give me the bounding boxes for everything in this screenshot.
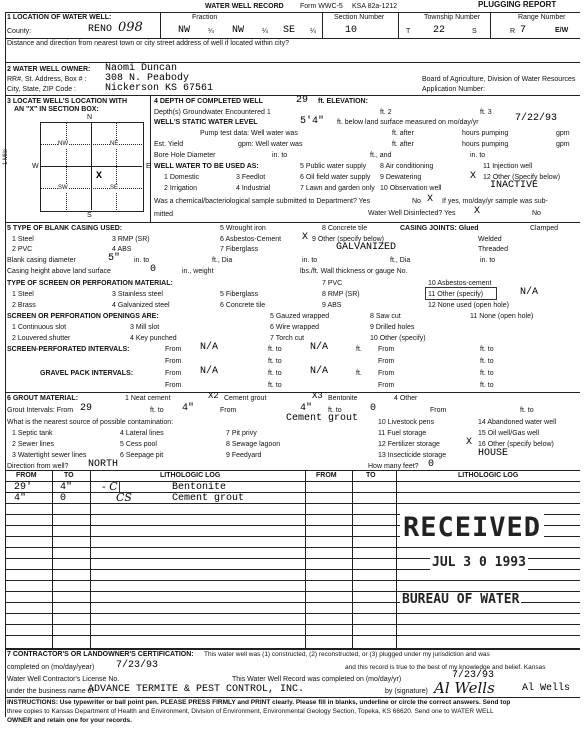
log-from: 4": [14, 493, 27, 504]
grout-to-2: ft. to: [328, 407, 342, 414]
grout-from-1: 29: [80, 403, 93, 414]
distance-question: Distance and direction from nearest town or city street address of well if located within city?: [7, 40, 290, 47]
contam-feedyard[interactable]: 9 Feedyard: [226, 452, 262, 459]
east-label: E: [146, 163, 151, 170]
hours-pumping-2: hours pumping: [462, 141, 509, 148]
log-header-from: FROM: [16, 472, 37, 479]
license-label: Water Well Contractor's License No.: [7, 676, 120, 683]
range-ew: E/W: [555, 27, 569, 34]
casing-in-to: in. to: [134, 257, 150, 264]
grout-from-value-2: 4": [300, 403, 313, 414]
direction-label: Direction from well?: [7, 463, 69, 470]
contam-lagoon[interactable]: 8 Sewage lagoon: [226, 441, 281, 448]
use-lawn-garden[interactable]: 7 Lawn and garden only: [300, 185, 375, 192]
how-many-feet-value: 0: [428, 459, 435, 470]
gpi-value-1: N/A: [200, 366, 219, 377]
business-name: ADVANCE TERMITE & PEST CONTROL, INC.: [88, 684, 305, 695]
quadrant-sw: SW: [58, 185, 68, 191]
yield-gpm: gpm: Well water was: [238, 141, 303, 148]
static-level-label: WELL'S STATIC WATER LEVEL: [154, 119, 258, 126]
plugging-report-label: PLUGGING REPORT: [478, 0, 557, 9]
quarter-mark: ¼: [310, 28, 316, 35]
chem-sample-no-x: X: [427, 194, 434, 205]
casing-rmp[interactable]: 3 RMP (SR): [112, 236, 150, 243]
fraction-label: Fraction: [192, 14, 218, 21]
after-1: ft. after: [392, 130, 414, 137]
grout-other-value: Cement grout: [286, 413, 359, 424]
contam-fuel[interactable]: 11 Fuel storage: [378, 430, 427, 437]
section-4-label: 4 DEPTH OF COMPLETED WELL: [154, 98, 263, 105]
bore-diameter-label: Bore Hole Diameter: [154, 152, 216, 159]
spi-to-1: ft. to: [268, 346, 282, 353]
use-public-supply[interactable]: 5 Public water supply: [300, 163, 367, 170]
log-header-from-2: FROM: [316, 472, 337, 479]
completed-on-value: 7/23/93: [116, 660, 159, 671]
pump-test-label: Pump test data: Well water was: [200, 130, 298, 137]
screen-material-label: TYPE OF SCREEN OR PERFORATION MATERIAL:: [7, 280, 173, 287]
owner-name: Naomi Duncan: [105, 63, 178, 74]
hours-pumping-1: hours pumping: [462, 130, 509, 137]
contam-lateral[interactable]: 4 Lateral lines: [120, 430, 164, 437]
static-level-tail: ft. below land surface measured on mo/day/yr: [337, 119, 479, 126]
contamination-label: What is the nearest source of possible contamination:: [7, 419, 174, 426]
use-irrigation[interactable]: 2 Irrigation: [164, 185, 198, 192]
section-1-label: 1 LOCATION OF WATER WELL:: [7, 14, 112, 21]
use-dewatering[interactable]: 9 Dewatering: [380, 174, 422, 181]
section-2-label: 2 WATER WELL OWNER:: [7, 66, 91, 73]
opening-wire[interactable]: 6 Wire wrapped: [270, 324, 320, 331]
contam-livestock[interactable]: 10 Livestock pens: [378, 419, 435, 426]
grout-from-3: From: [430, 407, 447, 414]
screen-steel[interactable]: 1 Steel: [12, 291, 34, 298]
screen-concrete[interactable]: 6 Concrete tile: [220, 302, 266, 309]
range-number: 7: [520, 25, 527, 36]
screen-galvanized[interactable]: 4 Galvanized steel: [112, 302, 170, 309]
gpi-from-3: From: [165, 382, 182, 389]
casing-height-value: 0: [150, 264, 157, 275]
opening-saw-cut[interactable]: 8 Saw cut: [370, 313, 401, 320]
use-air-conditioning[interactable]: 8 Air conditioning: [380, 163, 434, 170]
chem-sample-no[interactable]: No: [412, 198, 421, 205]
spi-from-2: From: [378, 346, 395, 353]
openings-label: SCREEN OR PERFORATION OPENINGS ARE:: [7, 313, 159, 320]
signature: Al Wells: [434, 679, 495, 697]
township-suffix: S: [472, 28, 477, 35]
board-of-agriculture: Board of Agriculture, Division of Water Resources: [422, 76, 576, 83]
use-observation[interactable]: 10 Observation well: [380, 185, 442, 192]
grout-neat-cement[interactable]: 1 Neat cement: [125, 395, 171, 402]
log-description: Cement grout: [172, 493, 245, 504]
screen-pvc[interactable]: 7 PVC: [322, 280, 343, 287]
section-5-label: 5 TYPE OF BLANK CASING USED:: [7, 225, 123, 232]
log-from: 29': [14, 482, 33, 493]
west-label: W: [32, 163, 39, 170]
log-header-title: LITHOLOGIC LOG: [160, 472, 221, 479]
section-6-label: 6 GROUT MATERIAL:: [7, 395, 79, 402]
disinfected-no[interactable]: No: [532, 210, 541, 217]
log-header-title-2: LITHOLOGIC LOG: [458, 472, 519, 479]
casing-other[interactable]: 9 Other (specify below): [312, 236, 384, 243]
city-label: City, State, ZIP Code :: [7, 86, 76, 93]
log-mark: - C|: [102, 480, 122, 493]
yield-label: Est. Yield: [154, 141, 184, 148]
gpi-from-2: From: [378, 370, 395, 377]
bore-in-to-2: in. to: [470, 152, 486, 159]
use-oil-field[interactable]: 6 Oil field water supply: [300, 174, 371, 181]
elevation-label: ft. ELEVATION:: [318, 98, 368, 105]
instructions-line-2: three copies to Kansas Department of Health and Environment, Division of Environment, Environmental Geology Section, Topeka, KS 66620. Send one to WATER WELL: [7, 708, 494, 715]
casing-concrete-tile[interactable]: 8 Concrete tile: [322, 225, 368, 232]
opening-continuous[interactable]: 1 Continuous slot: [12, 324, 67, 331]
opening-mill[interactable]: 3 Mill slot: [130, 324, 160, 331]
screen-fiberglass[interactable]: 5 Fiberglass: [220, 291, 259, 298]
use-other-value: INACTIVE: [490, 180, 539, 191]
township-label: Township Number: [424, 14, 481, 21]
section-box: [40, 122, 144, 212]
business-name-label: under the business name of: [7, 688, 94, 695]
contam-fertilizer[interactable]: 12 Fertilizer storage: [378, 441, 440, 448]
casing-ft-dia: ft., Dia: [212, 257, 233, 264]
log-mark: CS: [116, 491, 132, 504]
range-label: Range Number: [518, 14, 566, 21]
south-label: S: [87, 212, 92, 219]
casing-joints-welded[interactable]: Welded: [478, 236, 502, 243]
quadrant-nw: NW: [58, 141, 68, 147]
how-many-feet-label: How many feet?: [368, 463, 419, 470]
gpm-2: gpm: [556, 141, 570, 148]
section-3-label: 3 LOCATE WELL'S LOCATION WITH: [7, 98, 128, 105]
section-3-label-2: AN "X" IN SECTION BOX:: [14, 106, 99, 113]
casing-fiberglass[interactable]: 7 Fiberglass: [220, 246, 259, 253]
grout-intervals-label: Grout Intervals: From: [7, 407, 74, 414]
gpi-to-2: ft. to: [480, 370, 494, 377]
township-prefix: T: [406, 28, 411, 35]
chem-sample-tail: If yes, mo/day/yr sample was sub-: [442, 198, 548, 205]
completed-on-label: completed on (mo/day/year): [7, 664, 95, 671]
casing-other-x: X: [302, 232, 309, 243]
fraction-2: NW: [232, 25, 245, 36]
contam-abandoned-well[interactable]: 14 Abandoned water well: [478, 419, 557, 426]
screen-other[interactable]: 11 Other (specify): [428, 291, 484, 298]
ksa-ref: KSA 82a-1212: [352, 3, 398, 10]
contam-insecticide[interactable]: 13 Insecticide storage: [378, 452, 447, 459]
casing-pvc[interactable]: 2 PVC: [12, 246, 33, 253]
casing-abs[interactable]: 4 ABS: [112, 246, 132, 253]
record-completed-label: This Water Well Record was completed on (mo/day/yr): [232, 676, 402, 683]
contam-pit-privy[interactable]: 7 Pit privy: [226, 430, 257, 437]
instructions-line-3: OWNER and retain one for your records.: [7, 717, 132, 724]
spi-from-3: From: [165, 358, 182, 365]
casing-steel[interactable]: 1 Steel: [12, 236, 34, 243]
certification-line-1: This water well was (1) constructed, (2) reconstructed, or (3) plugged under my jurisdiction and was: [204, 651, 490, 658]
well-location-x: X: [96, 171, 103, 182]
owner-address: 308 N. Peabody: [105, 73, 190, 84]
opening-other[interactable]: 10 Other (specify): [370, 335, 426, 342]
fraction-3: SE: [283, 25, 296, 36]
spi-to-4: ft. to: [480, 358, 494, 365]
grout-to-value-1: 4": [182, 403, 195, 414]
grout-other[interactable]: 4 Other: [394, 395, 418, 402]
gpi-to-1: ft. to: [268, 370, 282, 377]
quarter-mark: ¼: [208, 28, 214, 35]
casing-diameter-value: 5": [108, 253, 121, 264]
gpi-to-4: ft. to: [480, 382, 494, 389]
screen-abs[interactable]: 9 ABS: [322, 302, 342, 309]
received-stamp-bureau: BUREAU OF WATER: [402, 592, 520, 607]
disinfected-question: Water Well Disinfected? Yes: [368, 210, 456, 217]
gpm-1: gpm: [556, 130, 570, 137]
opening-louvered[interactable]: 2 Louvered shutter: [12, 335, 71, 342]
screen-intervals-label: SCREEN-PERFORATED INTERVALS:: [7, 346, 130, 353]
casing-in-to-3: in. to: [480, 257, 496, 264]
signature-label: by (signature): [385, 688, 428, 695]
screen-stainless[interactable]: 3 Stainless steel: [112, 291, 163, 298]
contam-seepage[interactable]: 6 Seepage pit: [120, 452, 164, 459]
casing-joints-clamped[interactable]: Clamped: [530, 225, 559, 232]
contam-sewer[interactable]: 2 Sewer lines: [12, 441, 55, 448]
gpi-value-2: N/A: [310, 366, 329, 377]
opening-key-punched[interactable]: 4 Key punched: [130, 335, 177, 342]
contam-cess-pool[interactable]: 5 Cess pool: [120, 441, 157, 448]
spi-to-3: ft. to: [268, 358, 282, 365]
signature-name: Al Wells: [522, 683, 571, 694]
grout-to-value-2: 0: [370, 403, 377, 414]
gpi-ft-1: ft.: [356, 370, 362, 377]
contam-oil-gas[interactable]: 15 Oil well/Gas well: [478, 430, 540, 437]
grout-bentonite[interactable]: Bentonite: [328, 395, 358, 402]
instructions-line-1: INSTRUCTIONS: Use typewriter or ball point pen. PLEASE PRESS FIRMLY and PRINT clearly. Please fill in blanks, underline or circle the correct answers. Send top: [7, 699, 511, 706]
wall-thickness-label: lbs./ft. Wall thickness or gauge No.: [300, 268, 408, 275]
section-number: 10: [345, 25, 358, 36]
grout-to-1: ft. to: [150, 407, 164, 414]
log-to: 0: [60, 493, 67, 504]
well-depth: 29: [296, 95, 309, 106]
screen-asbestos[interactable]: 10 Asbestos-cement: [428, 280, 492, 287]
spi-from-1: From: [165, 346, 182, 353]
section-number-label: Section Number: [334, 14, 385, 21]
received-stamp-date: JUL 3 0 1993: [432, 555, 526, 570]
log-to: 4": [60, 482, 73, 493]
opening-drilled[interactable]: 9 Drilled holes: [370, 324, 415, 331]
casing-joints-glued[interactable]: CASING JOINTS: Glued: [400, 225, 479, 232]
screen-brass[interactable]: 2 Brass: [12, 302, 36, 309]
chem-sample-mitted: mitted: [154, 211, 174, 218]
casing-other-value: GALVANIZED: [336, 242, 397, 253]
quarter-mark: ¼: [262, 28, 268, 35]
certification-line-2: and this record is true to the best of my knowledge and belief. Kansas: [345, 664, 546, 671]
north-label: N: [87, 114, 93, 121]
screen-other-value: N/A: [520, 287, 539, 298]
contam-other[interactable]: 16 Other (specify below): [478, 441, 554, 448]
form-title: WATER WELL RECORD: [205, 3, 284, 10]
section-7-label: 7 CONTRACTOR'S OR LANDOWNER'S CERTIFICATION:: [7, 651, 194, 658]
county-label: County:: [7, 28, 32, 35]
gpi-from-4: From: [378, 382, 395, 389]
use-other-x: X: [470, 171, 477, 182]
fraction-1: NW: [178, 25, 191, 36]
opening-torch[interactable]: 7 Torch cut: [270, 335, 305, 342]
casing-weight-label: in., weight: [182, 268, 214, 275]
use-injection-well[interactable]: 11 Injection well: [483, 163, 533, 170]
spi-ft-1: ft.: [356, 346, 362, 353]
grout-from-2: From: [220, 407, 237, 414]
screen-none[interactable]: 12 None used (open hole): [428, 302, 509, 309]
form-number: Form WWC-5: [300, 3, 343, 10]
casing-in-to-2: in. to: [302, 257, 318, 264]
groundwater-3: ft. 3: [480, 109, 492, 116]
gravel-pack-label: GRAVEL PACK INTERVALS:: [40, 370, 134, 377]
casing-diameter-label: Blank casing diameter: [7, 257, 76, 264]
record-completed-value: 7/23/93: [452, 670, 495, 681]
casing-wrought-iron[interactable]: 5 Wrought iron: [220, 225, 266, 232]
log-header-to-2: TO: [366, 472, 376, 479]
township-number: 22: [433, 25, 446, 36]
spi-from-4: From: [378, 358, 395, 365]
bore-ft-and: ft., and: [370, 152, 392, 159]
use-other[interactable]: 12 Other (Specify below): [483, 174, 561, 181]
range-prefix: R: [510, 28, 516, 35]
screen-rmp[interactable]: 8 RMP (SR): [322, 291, 360, 298]
spi-value-1: N/A: [200, 342, 219, 353]
received-stamp-title: RECEIVED: [400, 512, 544, 543]
casing-joints-threaded[interactable]: Threaded: [478, 246, 508, 253]
county-value: RENO: [88, 24, 113, 35]
water-use-label: WELL WATER TO BE USED AS:: [154, 163, 259, 170]
county-code-handwritten: 098: [118, 20, 143, 35]
grout-cement-x: X2: [208, 391, 219, 401]
use-domestic[interactable]: 1 Domestic: [164, 174, 200, 181]
application-number-label: Application Number:: [422, 86, 486, 93]
address-label: RR#, St. Address, Box # :: [7, 76, 87, 83]
use-industrial[interactable]: 4 Industrial: [236, 185, 271, 192]
grout-bentonite-x: X3: [312, 391, 323, 401]
spi-to-2: ft. to: [480, 346, 494, 353]
grout-to-3: ft. to: [520, 407, 534, 414]
contam-other-value: HOUSE: [478, 448, 509, 459]
opening-none[interactable]: 11 None (open hole): [470, 313, 534, 320]
static-level-value: 5'4": [300, 116, 325, 127]
static-level-date: 7/22/93: [515, 113, 558, 124]
quadrant-se: SE: [110, 185, 119, 191]
use-feedlot[interactable]: 3 Feedlot: [236, 174, 266, 181]
casing-height-label: Casing height above land surface: [7, 268, 111, 275]
groundwater-label: Depth(s) Groundwater Encountered 1: [154, 109, 271, 116]
casing-asbestos[interactable]: 6 Asbestos-Cement: [220, 236, 282, 243]
casing-ft-dia-2: ft., Dia: [390, 257, 411, 264]
direction-value: NORTH: [88, 459, 119, 470]
log-header-to: TO: [64, 472, 74, 479]
grout-cement-grout[interactable]: Cement grout: [224, 395, 267, 402]
owner-city: Nickerson KS 67561: [105, 83, 214, 94]
gpi-to-3: ft. to: [268, 382, 282, 389]
gpi-from-1: From: [165, 370, 182, 377]
quadrant-ne: NE: [110, 141, 119, 147]
log-description: Bentonite: [172, 482, 227, 493]
spi-value-2: N/A: [310, 342, 329, 353]
opening-gauzed[interactable]: 5 Gauzed wrapped: [270, 313, 330, 320]
bore-in-to: in. to: [272, 152, 288, 159]
after-2: ft. after: [392, 141, 414, 148]
disinfected-yes-x: X: [474, 206, 481, 217]
contam-other-x: X: [466, 437, 473, 448]
one-mile-label: 1 Mile: [3, 148, 9, 165]
groundwater-2: ft. 2: [380, 109, 392, 116]
contam-watertight[interactable]: 3 Watertight sewer lines: [12, 452, 87, 459]
chem-sample-question: Was a chemical/bacteriological sample submitted to Department? Yes: [154, 198, 371, 205]
contam-septic[interactable]: 1 Septic tank: [12, 430, 53, 437]
